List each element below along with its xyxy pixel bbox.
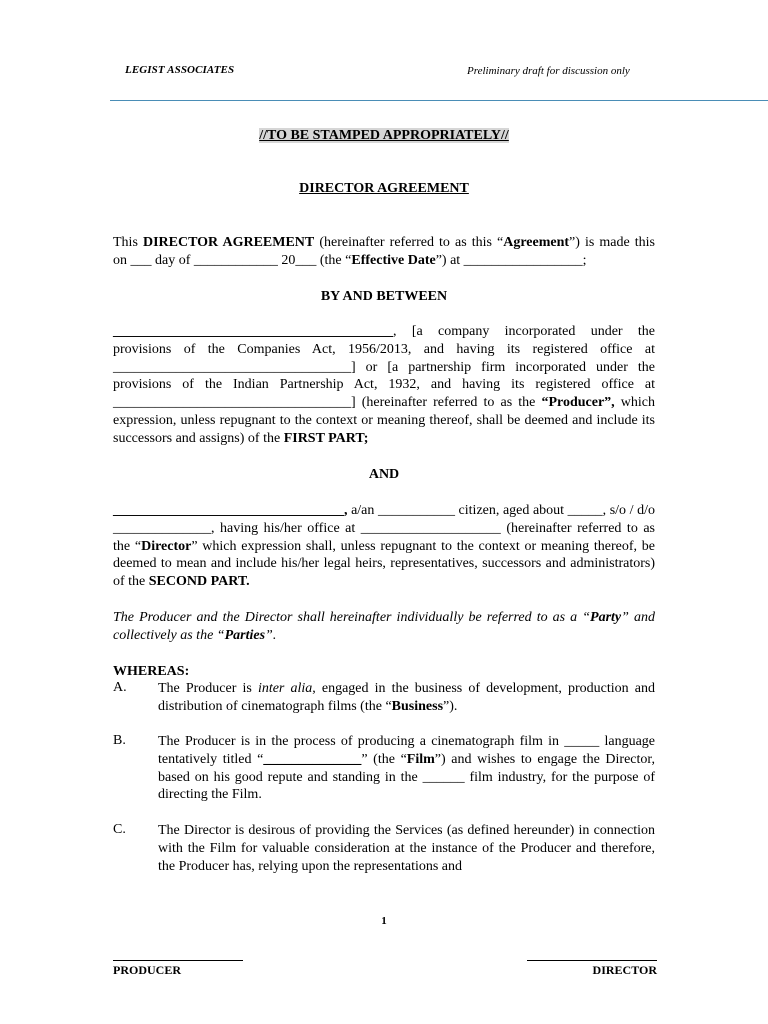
recital-blank: ______________ (263, 751, 362, 767)
intro-bold: Effective Date (351, 252, 436, 268)
second-party-blank: _________________________________, (113, 503, 348, 518)
whereas-heading: WHEREAS: (113, 664, 190, 679)
second-party-bold: Director (141, 538, 192, 554)
intro-text: (hereinafter referred to as this “ (314, 235, 504, 250)
first-party-bold: FIRST PART; (283, 430, 369, 446)
second-party-text: a/an ___________ citizen, aged about _____, s/o / d/o ______________, having his/her office at ____________________ (hereinafter referred to as the “ (113, 503, 655, 554)
header-divider (110, 100, 768, 101)
first-party-text: , [a company incorporated under the provisions of the Companies Act, 1956/2013, and having its registered office at __________________________________] or [a partnership firm incorporated under the provisions of the Indian Partnership Act, 1932, and having its registered office at __________________________________] (hereinafter referred to as the (113, 324, 655, 411)
recital-bold: Film (406, 751, 435, 767)
header-draft-note: Preliminary draft for discussion only (467, 65, 630, 77)
first-party-blank: ________________________________________ (113, 324, 393, 339)
intro-paragraph (113, 234, 655, 270)
intro-text: This (113, 235, 143, 250)
and-heading: AND (368, 467, 400, 482)
header-firm-name: LEGIST ASSOCIATES (125, 64, 235, 76)
recital-c-text: The Director is desirous of providing the Services (as defined hereunder) in connection with the Film for valuable consideration at the instance of the Producer and therefore, the Producer has, relying upon the representations and (158, 823, 655, 874)
recital-c-letter: C. (113, 822, 126, 837)
by-and-between-heading: BY AND BETWEEN (320, 289, 448, 304)
intro-text: ”) at _________________; (435, 252, 587, 268)
first-party-text: which expression, unless repugnant to the context or meaning thereof, shall be deemed and include its successors and assigns) of the (113, 395, 655, 446)
recital-text: , engaged in the business of development, production and distribution of cinematograph films (the “ (158, 681, 655, 714)
parties-clause-text: ” and collectively as the “ (113, 610, 655, 643)
parties-clause-text: ”. (265, 627, 277, 643)
recital-b-letter: B. (113, 733, 126, 748)
parties-clause (113, 609, 655, 645)
stamp-note-text: //TO BE STAMPED APPROPRIATELY// (259, 128, 509, 143)
producer-signature-label: PRODUCER (113, 963, 181, 977)
recital-text: ”) and wishes to engage the Director, based on his good repute and standing in the ______ film industry, for the purpose of directing the Film. (158, 751, 655, 803)
recital-text: The Producer is (158, 681, 258, 696)
recital-a-text (158, 680, 655, 716)
recital-text: ”). (443, 698, 458, 714)
intro-bold: Agreement (503, 235, 570, 250)
intro-bold: DIRECTOR AGREEMENT (142, 235, 315, 250)
director-signature-line (527, 960, 657, 961)
producer-signature-line (113, 960, 243, 961)
first-party-bold: “Producer”, (541, 395, 615, 411)
director-signature-label: DIRECTOR (592, 963, 657, 977)
recital-italic: inter alia (257, 681, 313, 696)
intro-text: ”) is made this on ___ day of ____________ 20___ (the “ (113, 235, 656, 268)
recital-text: ” (the “ (361, 751, 407, 767)
second-party-paragraph (113, 502, 655, 591)
recital-a-letter: A. (113, 680, 127, 695)
stamp-note (0, 128, 768, 144)
recital-bold: Business (391, 698, 444, 714)
recital-b-text (158, 733, 655, 804)
parties-clause-bold: Party (590, 610, 622, 625)
recital-text: The Producer is in the process of producing a cinematograph film in _____ language tentatively titled “ (158, 734, 655, 767)
parties-clause-text: The Producer and the Director shall hereinafter individually be referred to as a “ (113, 610, 591, 625)
page-number: 1 (381, 915, 387, 927)
parties-clause-bold: Parties (224, 627, 266, 643)
second-party-text: ” which expression shall, unless repugnant to the context or meaning thereof, be deemed to mean and include his/her legal heirs, representatives, successors and administrators) of the (113, 538, 655, 590)
document-title: DIRECTOR AGREEMENT (299, 181, 469, 196)
second-party-bold: SECOND PART. (148, 574, 250, 590)
first-party-paragraph (113, 323, 655, 448)
